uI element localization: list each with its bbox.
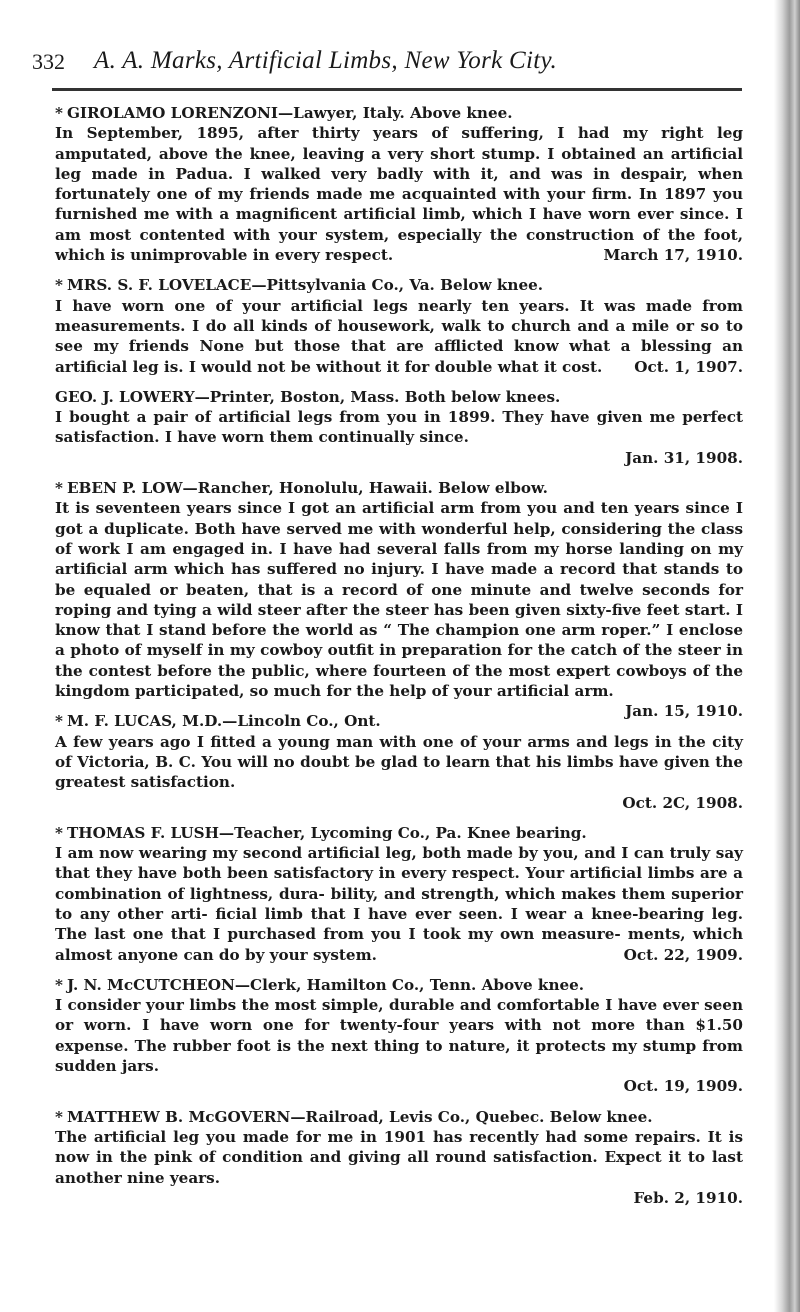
entry-heading: * M. F. LUCAS, M.D.—Lincoln Co., Ont. [55,712,381,731]
entry-marker: * [55,975,63,994]
entry-body: I have worn one of your artificial legs nearly ten years. It was made from measurements. I do all kinds of housework, walk to church and a mile or so to see my friends None but those that are afflicted know what a blessing an artificial leg is. I would not be without it for double what it cost. Oct. 1, 1907. [55,296,743,376]
entry-date: Oct. 19, 1909. [623,1077,743,1096]
entry-heading: * MRS. S. F. LOVELACE—Pittsylvania Co., Va. Below knee. [55,276,544,295]
entry-marker: * [55,1107,63,1126]
entry-body: A few years ago I fitted a young man with one of your arms and legs in the city of Victoria, B. C. You will no doubt be glad to learn that his limbs have given the greatest satisfaction. [55,732,743,792]
entry-marker: * [55,104,63,122]
entry-body: I bought a pair of artificial legs from you in 1899. They have given me perfect satisfaction. I have worn them continually since. [55,408,743,447]
entry-heading: * MATTHEW B. McGOVERN—Railroad, Levis Co., Quebec. Below knee. [55,1107,653,1126]
entry-heading: GEO. J. LOWERY—Printer, Boston, Mass. Both below knees. [55,387,561,406]
entry-date: Oct. 22, 1909. [623,945,743,964]
testimonial-entry [55,103,743,265]
testimonial-entry [55,478,743,721]
entry-marker: * [55,823,63,842]
entry-heading: * THOMAS F. LUSH—Teacher, Lycoming Co., Pa. Knee bearing. [55,823,587,842]
entry-marker: * [55,712,63,731]
entry-body: The artificial leg you made for me in 1901 has recently had some repairs. It is now in the pink of condition and giving all round satisfaction. Expect it to last another nine years. [55,1127,743,1187]
entry-date: Oct. 2C, 1908. [622,793,743,812]
testimonial-entry [55,275,743,376]
running-header [32,47,752,87]
header-rule [52,88,742,91]
testimonial-entry [55,387,743,468]
entry-marker: * [55,479,63,498]
testimonial-entry [55,1107,743,1208]
entry-heading: * GIROLAMO LORENZONI—Lawyer, Italy. Above knee. [55,104,513,122]
entry-body: I consider your limbs the most simple, durable and comfortable I have ever seen or worn. I have worn one for twenty-four years with not more than $1.50 expense. The rubber foot is the next thing to nature, it protects my stump from sudden jars. [55,996,743,1076]
entry-marker: * [55,276,63,295]
entry-date: March 17, 1910. [603,246,743,265]
entry-date: Jan. 31, 1908. [625,448,743,467]
page-number: 332 [32,49,65,74]
testimonial-list [55,103,743,1218]
entry-date: Oct. 1, 1907. [634,357,743,376]
entry-body: In September, 1895, after thirty years of suffering, I had my right leg amputated, above the knee, leaving a very short stump. I obtained an artificial leg made in Padua. I walked very badly with it, and was in despair, when fortunately one of my friends made me acquainted with your firm. In 1897 you furnished me with a magnificent artificial limb, which I have worn ever since. I am most contented with your system, especially the construction of the foot, which is unimprovable in every respect. March 17, 1910. [55,124,743,265]
testimonial-entry [55,711,743,812]
entry-body: It is seventeen years since I got an artificial arm from you and ten years since I got a duplicate. Both have served me with wonderful help, considering the class of work I am engaged in. I have had several falls from my horse landing on my artificial arm which has suffered no injury. I have made a record that stands to be equaled or beaten, that is a record of one minute and twelve seconds for roping and tying a wild steer after the steer has been given sixty-five feet start. I know that I stand before the world as “ The champion one arm roper.” I enclose a photo of myself in my cowboy outfit in preparation for the catch of the steer in the contest before the public, where fourteen of the most expert cowboys of the kingdom participated, so much for the help of your artificial arm. Jan. 15, 1910. [55,499,743,721]
testimonial-entry [55,975,743,1097]
entry-date: Jan. 15, 1910. [625,702,743,721]
entry-heading: * EBEN P. LOW—Rancher, Honolulu, Hawaii. Below elbow. [55,479,548,498]
running-title: A. A. Marks, Artificial Limbs, New York City. [94,47,558,74]
entry-body: I am now wearing my second artificial leg, both made by you, and I can truly say that they have both been satisfactory in every respect. Your artificial limbs are a combination of lightness, dura- bility, and strength, which makes them superior to any other arti- ficial limb that I have ever seen. I wear a knee-bearing leg. The last one that I purchased from you I took my own measure- ments, which almost anyone can do by your system. Oct. 22, 1909. [55,844,743,964]
page-binding-edge [774,0,800,1312]
entry-heading: * J. N. McCUTCHEON—Clerk, Hamilton Co., Tenn. Above knee. [55,975,585,994]
entry-date: Feb. 2, 1910. [633,1188,743,1207]
testimonial-entry [55,823,743,965]
